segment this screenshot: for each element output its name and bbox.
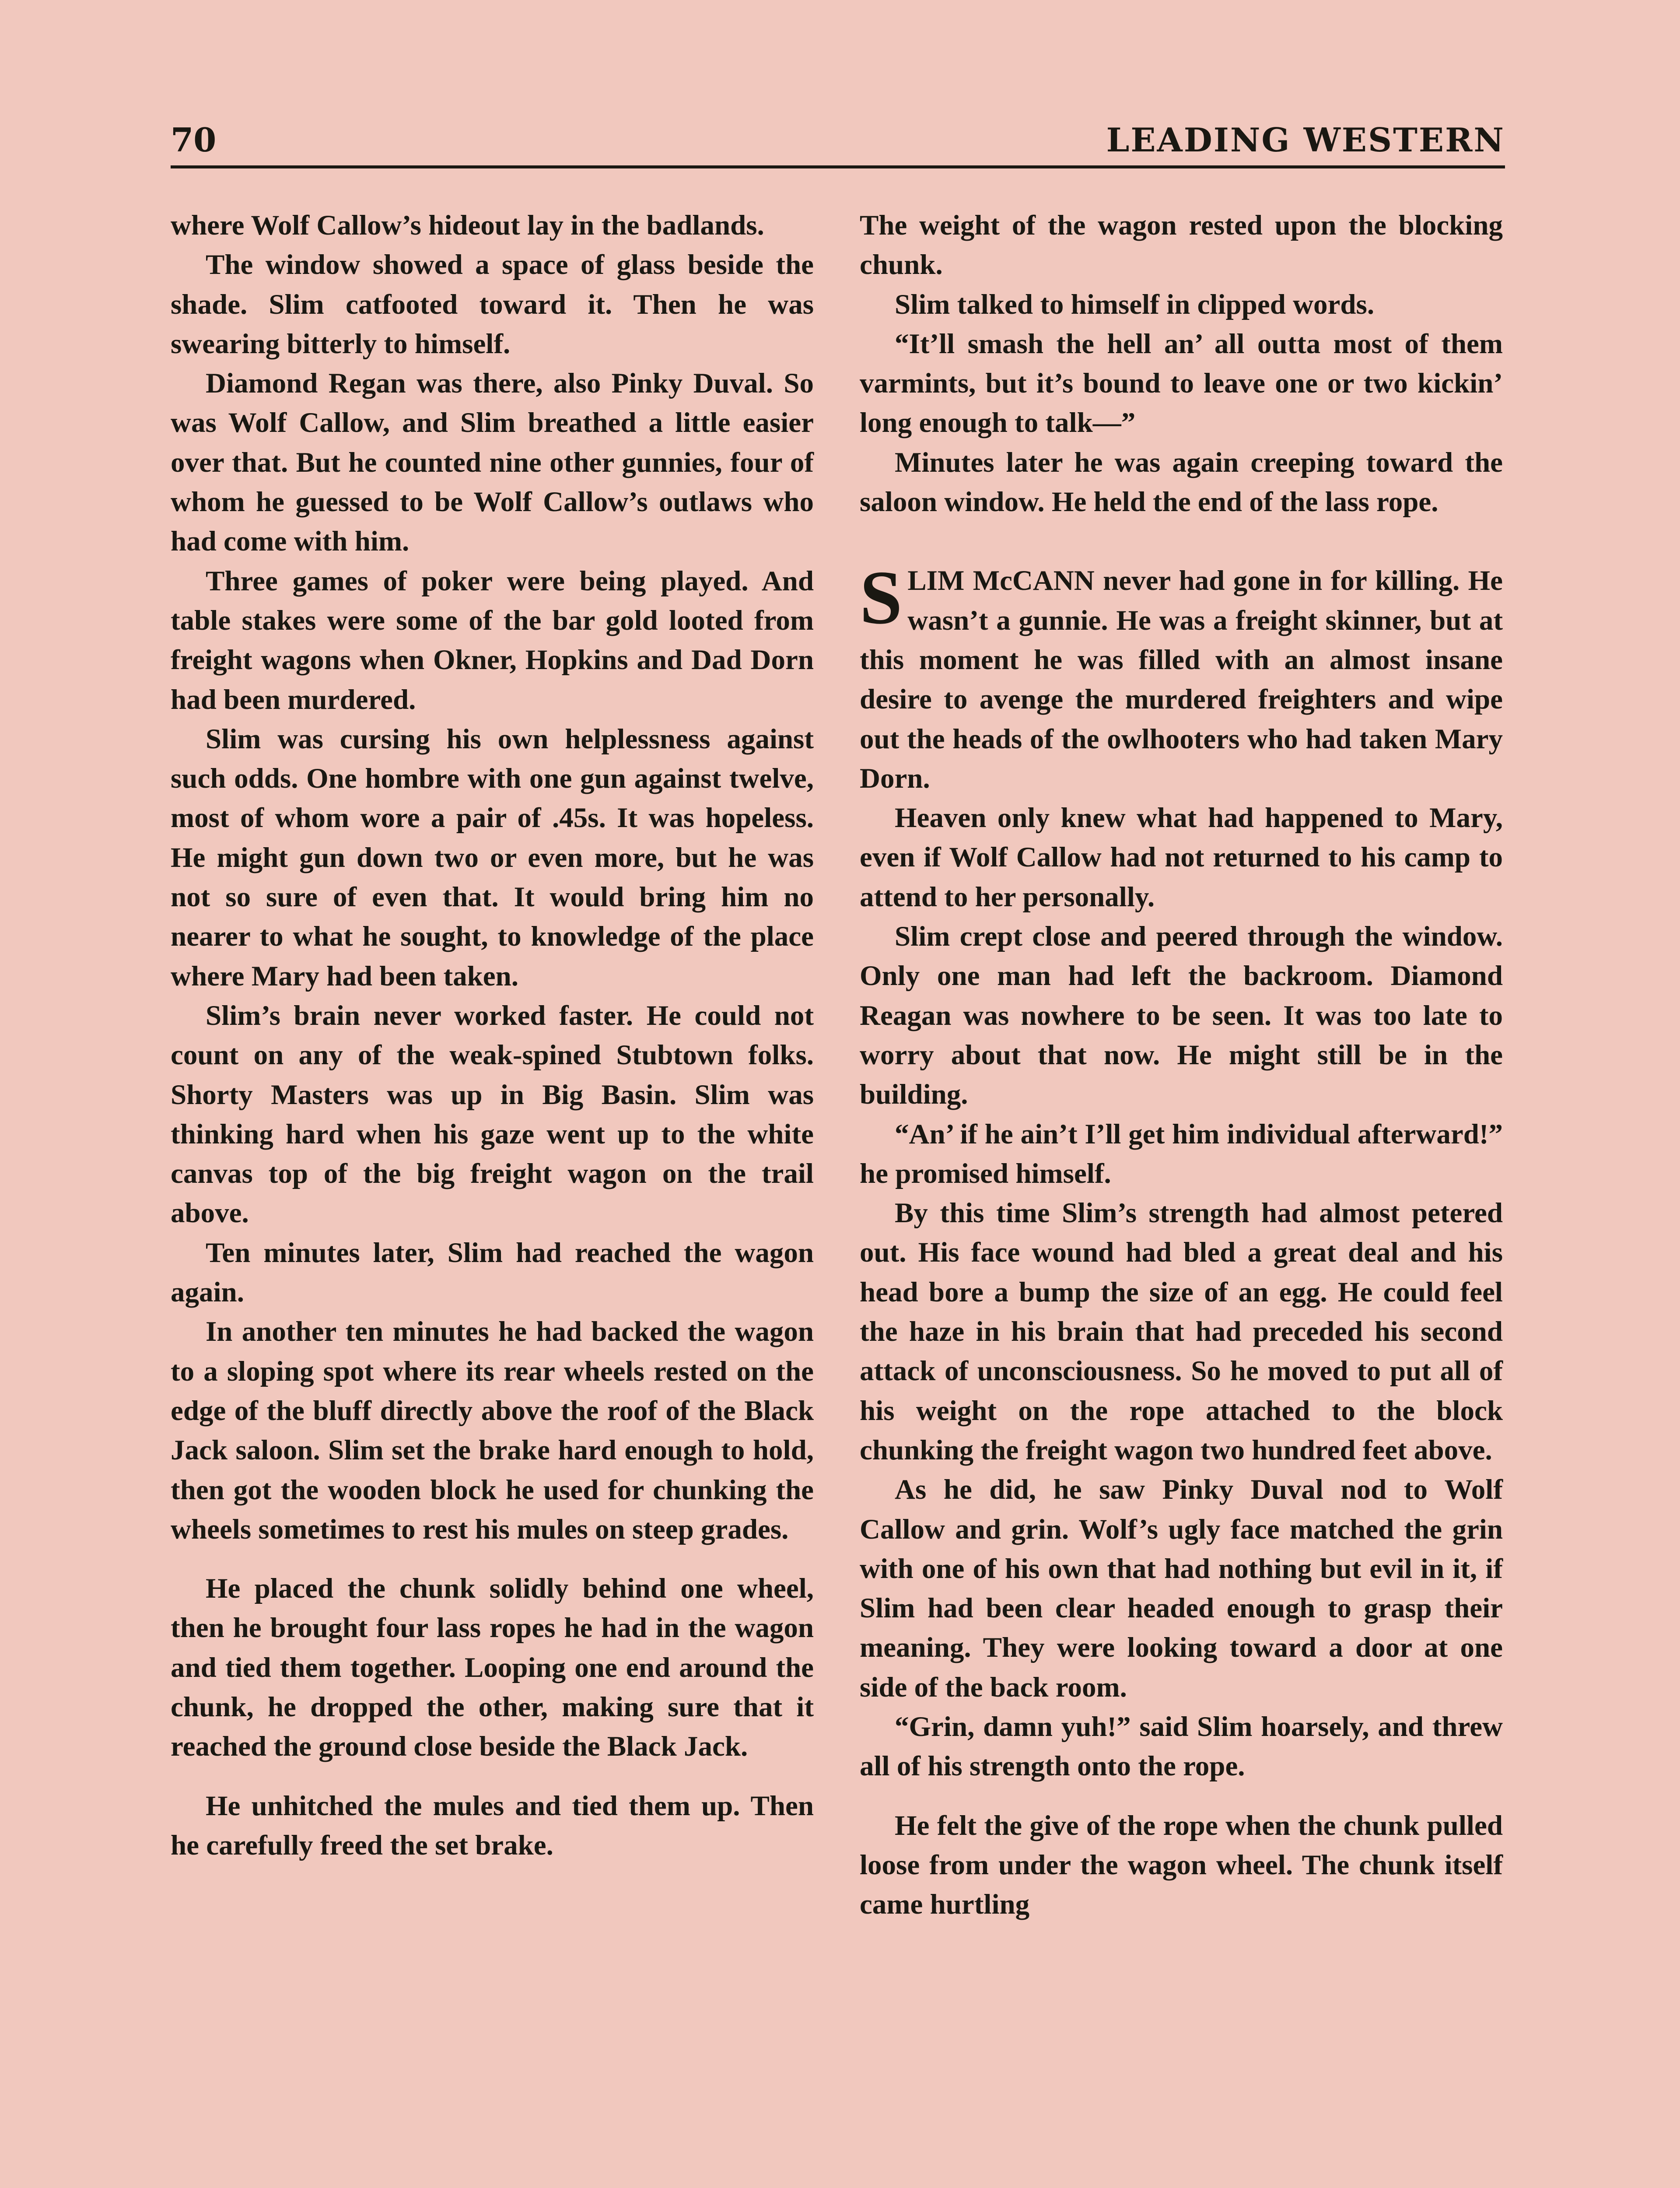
- left-paragraph-8: In another ten minutes he had backed the wagon to a sloping spot where its rear wheels rested on the edge of the bluff directly above the roof of the Black Jack saloon. Slim set the brake hard enough to hold, then got the wooden block he used for chunking the wheels sometimes to rest his mules on steep grades.: [171, 1316, 814, 1545]
- left-paragraph-9: He placed the chunk solidly behind one wheel, then he brought four lass ropes he had in the wagon and tied them together. Looping one end around the chunk, he dropped the other, making sure that it reached the ground close beside the Black Jack.: [171, 1573, 814, 1763]
- right-paragraph-10: “Grin, damn yuh!” said Slim hoarsely, and threw all of his strength onto the rope.: [860, 1711, 1503, 1782]
- right-column: [860, 206, 1503, 1924]
- left-paragraph-2: The window showed a space of glass beside the shade. Slim catfooted toward it. Then he was swearing bitterly to himself.: [171, 249, 814, 360]
- left-paragraph-3: Diamond Regan was there, also Pinky Duval. So was Wolf Callow, and Slim breathed a little easier over that. But he counted nine other gunnies, four of whom he guessed to be Wolf Callow’s outlaws who had come with him.: [171, 368, 814, 558]
- running-title: LEADING WESTERN: [1106, 121, 1505, 159]
- page-number: 70: [171, 121, 217, 159]
- right-paragraph-1: The weight of the wagon rested upon the blocking chunk.: [860, 210, 1503, 281]
- drop-cap: S: [860, 555, 903, 640]
- right-paragraph-11: He felt the give of the rope when the chunk pulled loose from under the wagon wheel. The chunk itself came hurtling: [860, 1809, 1503, 1921]
- left-paragraph-7: Ten minutes later, Slim had reached the wagon again.: [171, 1237, 814, 1308]
- left-paragraph-6: Slim’s brain never worked faster. He could not count on any of the weak-spined Stubtown folks. Shorty Masters was up in Big Basin. Slim was thinking hard when his gaze went up to the white canvas top of the big freight wagon on the trail above.: [171, 999, 814, 1229]
- right-paragraph-3: “It’ll smash the hell an’ all outta most of them varmints, but it’s bound to leave one or two kickin’ long enough to talk—”: [860, 328, 1503, 439]
- right-paragraph-2: Slim talked to himself in clipped words.: [895, 288, 1375, 320]
- left-column: [171, 206, 814, 1865]
- right-paragraph-5: Heaven only knew what had happened to Mary, even if Wolf Callow had not returned to his camp to attend to her personally.: [860, 802, 1503, 913]
- header-rule: [171, 165, 1505, 168]
- left-paragraph-4: Three games of poker were being played. And table stakes were some of the bar gold looted from freight wagons when Okner, Hopkins and Dad Dorn had been murdered.: [171, 565, 814, 715]
- right-paragraph-7: “An’ if he ain’t I’ll get him individual afterward!” he promised himself.: [860, 1118, 1503, 1189]
- left-paragraph-1: where Wolf Callow’s hideout lay in the badlands.: [171, 210, 764, 241]
- drop-cap-text: LIM McCANN never had gone in for killing. He wasn’t a gunnie. He was a freight skinner, but at this moment he was filled with an almost insane desire to avenge the murdered freighters and wipe out the heads of the owlhooters who had taken Mary Dorn.: [860, 565, 1503, 794]
- left-paragraph-10: He unhitched the mules and tied them up. Then he carefully freed the set brake.: [171, 1790, 814, 1861]
- left-paragraph-5: Slim was cursing his own helplessness against such odds. One hombre with one gun against twelve, most of whom wore a pair of .45s. It was hopeless. He might gun down two or even more, but he was not so sure of even that. It would bring him no nearer to what he sought, to knowledge of the place where Mary had been taken.: [171, 723, 814, 992]
- right-paragraph-4: Minutes later he was again creeping toward the saloon window. He held the end of the lass rope.: [860, 446, 1503, 518]
- right-paragraph-8: By this time Slim’s strength had almost petered out. His face wound had bled a great deal and his head bore a bump the size of an egg. He could feel the haze in his brain that had preceded his second attack of unconsciousness. So he moved to put all of his weight on the rope attached to the block chunking the freight wagon two hundred feet above.: [860, 1197, 1503, 1466]
- right-paragraph-9: As he did, he saw Pinky Duval nod to Wolf Callow and grin. Wolf’s ugly face matched the grin with one of his own that had nothing but evil in it, if Slim had been clear headed enough to grasp their meaning. They were looking toward a door at one side of the back room.: [860, 1474, 1503, 1703]
- right-paragraph-6: Slim crept close and peered through the window. Only one man had left the backroom. Diamond Reagan was nowhere to be seen. It was too late to worry about that now. He might still be in the building.: [860, 921, 1503, 1111]
- section-opening-paragraph: [860, 555, 1503, 798]
